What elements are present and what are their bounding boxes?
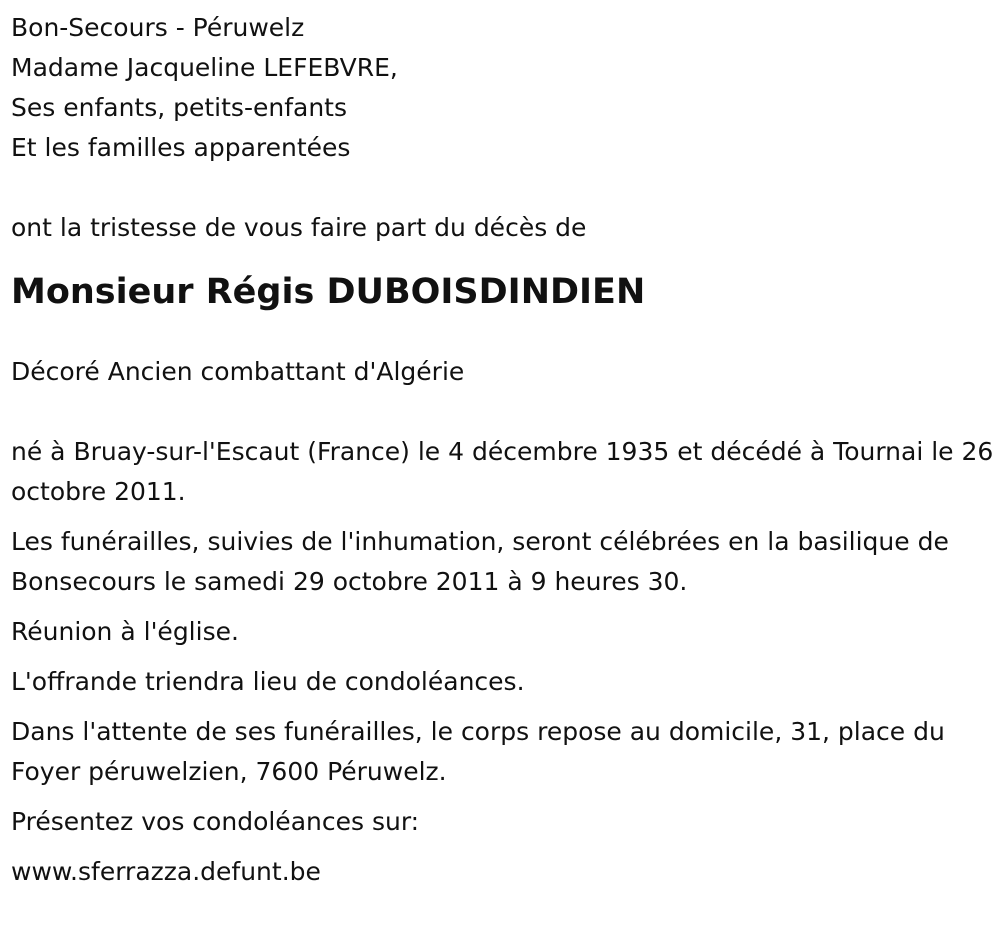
distinction-text: Décoré Ancien combattant d'Algérie — [11, 357, 465, 386]
meeting-text: Réunion à l'église. — [11, 617, 239, 646]
website-link[interactable]: www.sferrazza.defunt.be — [11, 857, 321, 886]
rest-location-text: Dans l'attente de ses funérailles, le corps repose au domicile, 31, place du Foyer péruwelzien, 7600 Péruwelz. — [11, 717, 945, 786]
announcement-intro: ont la tristesse de vous faire part du décès de — [11, 213, 587, 242]
location-heading: Bon-Secours - Péruwelz — [11, 13, 305, 42]
condolences-label: Présentez vos condoléances sur: — [11, 807, 420, 836]
death-notice — [11, 8, 996, 892]
family-line-2: Ses enfants, petits-enfants — [11, 93, 347, 122]
funeral-text: Les funérailles, suivies de l'inhumation, seront célébrées en la basilique de Bonsecours le samedi 29 octobre 2011 à 9 heures 30. — [11, 527, 949, 596]
condolences-website-link[interactable] — [11, 852, 996, 892]
family-line-1: Madame Jacqueline LEFEBVRE, — [11, 53, 398, 82]
details-block — [11, 432, 996, 892]
family-line-3: Et les familles apparentées — [11, 133, 351, 162]
birth-death-text: né à Bruay-sur-l'Escaut (France) le 4 décembre 1935 et décédé à Tournai le 26 octobre 2011. — [11, 437, 994, 506]
deceased-name: Monsieur Régis DUBOISDINDIEN — [11, 272, 646, 312]
offering-text: L'offrande triendra lieu de condoléances. — [11, 667, 525, 696]
family-block — [11, 48, 996, 168]
